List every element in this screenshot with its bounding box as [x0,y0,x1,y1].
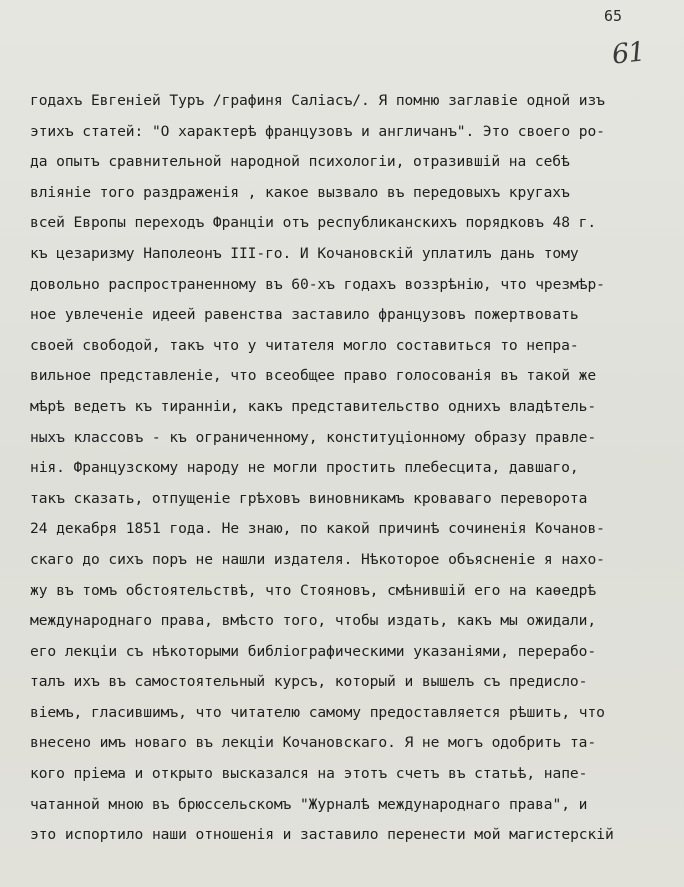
text-line: жу въ томъ обстоятельствѣ, что Стояновъ, смѣнившій его на каѳедрѣ [30,581,597,599]
text-line: своей свободой, такъ что у читателя могло составиться то непра- [30,336,579,354]
text-line: такъ сказать, отпущеніе грѣховъ виновникамъ кроваваго переворота [30,489,588,507]
text-line: ныхъ классовъ - къ ограниченному, конституціонному образу правле- [30,428,597,446]
text-line: внесено имъ новаго въ лекціи Кочановскаго. Я не могъ одобрить та- [30,734,597,752]
text-line: талъ ихъ въ самостоятельный курсъ, который и вышелъ съ предисло- [30,673,588,691]
text-line: къ цезаризму Наполеонъ III-го. И Кочановскій уплатилъ дань тому [30,244,579,262]
text-line: 24 декабря 1851 года. Не знаю, по какой причинѣ сочиненія Кочанов- [30,520,605,538]
text-line: мѣрѣ ведетъ къ тираннiи, какъ представительство однихъ владѣтель- [30,397,597,415]
page-number: 65 [604,7,623,25]
text-line: это испортило наши отношенія и заставило перенести мой магистерскій [30,826,614,844]
text-line: вильное представленіе, что всеобщее право голосованія въ такой же [30,367,597,385]
text-line: всей Европы переходъ Франціи отъ республиканскихъ порядковъ 48 г. [30,214,597,232]
handwritten-page-number: 61 [610,36,646,71]
text-line: годахъ Евгеніей Туръ /графиня Саліасъ/. Я помню заглавіе одной изъ [30,92,605,109]
text-line: скаго до сихъ поръ не нашли издателя. Нѣкоторое объясненіе я нахо- [30,550,605,568]
text-line: этихъ статей: "О характерѣ французовъ и англичанъ". Это своего ро- [30,122,605,140]
text-line: да опытъ сравнительной народной психологіи, отразившій на себѣ [30,153,570,171]
text-line: его лекціи съ нѣкоторыми библіографическими указаніями, перерабо- [30,642,597,660]
text-line: віемъ, гласившимъ, что читателю самому предоставляется рѣшить, что [30,703,605,721]
text-line: чатанной мною въ брюссельскомъ "Журналѣ международнаго права", и [30,795,588,813]
text-line: довольно распространенному въ 60-хъ годахъ воззрѣнію, что чрезмѣр- [30,275,605,293]
text-line: кого пріема и открыто высказался на этотъ счетъ въ статьѣ, напе- [30,765,588,783]
text-line: ное увлеченіе идеей равенства заставило французовъ пожертвовать [30,306,579,324]
text-line: международнаго права, вмѣсто того, чтобы издать, какъ мы ожидали, [30,612,597,630]
text-line: нія. Французскому народу не могли простить плебесцита, давшаго, [30,459,579,477]
typewritten-body-text [30,86,680,851]
text-line: вліяніе того раздраженія , какое вызвало въ передовыхъ кругахъ [30,183,570,201]
